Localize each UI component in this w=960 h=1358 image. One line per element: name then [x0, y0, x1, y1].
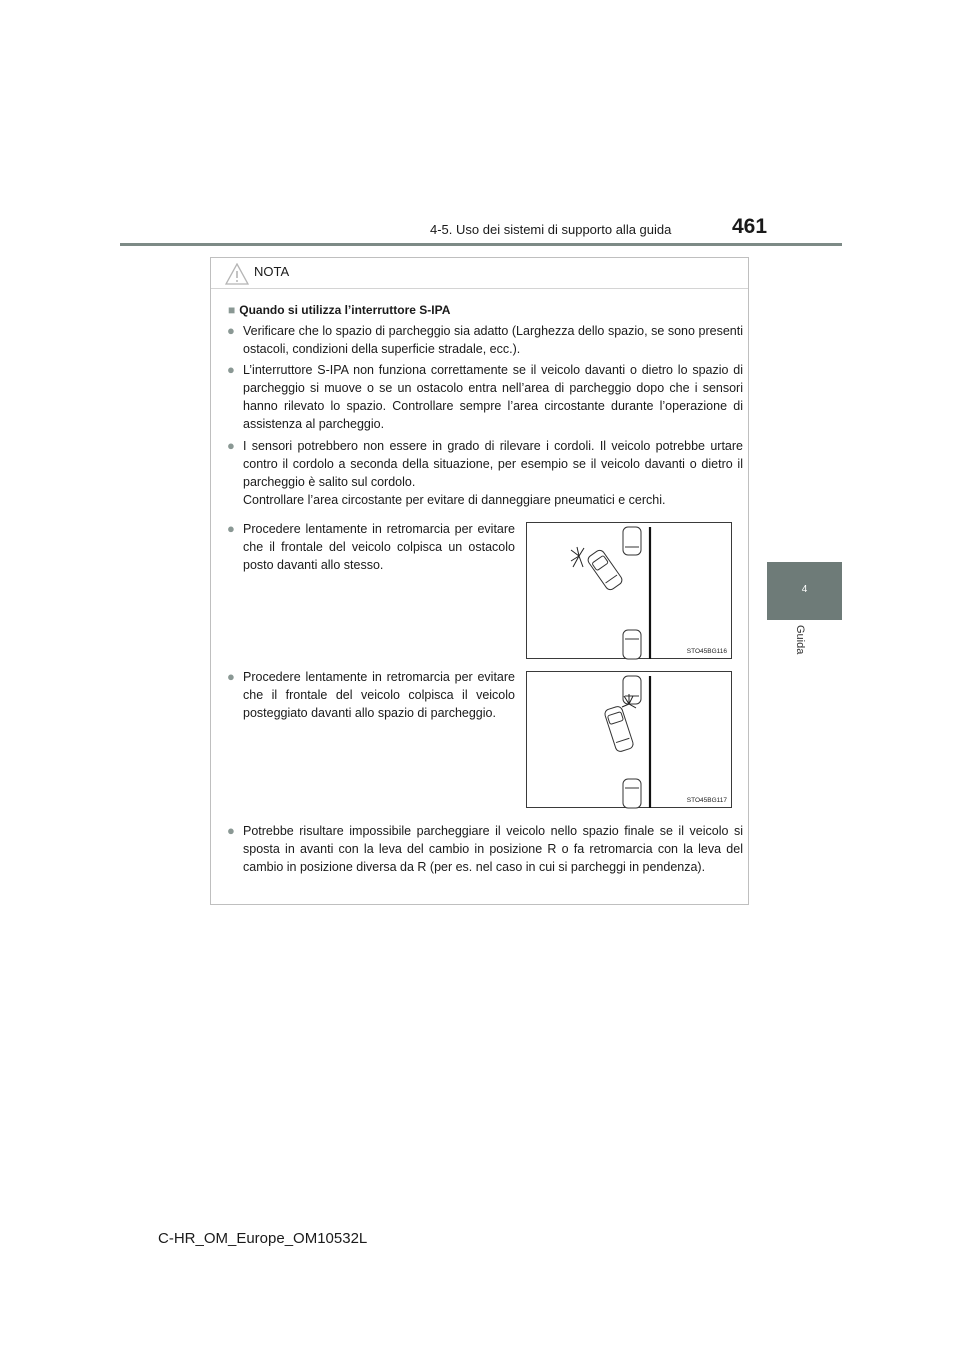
note-section-title: ■ Quando si utilizza l’interruttore S-IPA	[228, 303, 451, 317]
bullet-dot-icon: ●	[227, 438, 235, 453]
note-bullet-1: ● Verificare che lo spazio di parcheggio sia adatto (Larghezza dello spazio, se sono presenti ostacoli, condizioni della superficie stradale, ecc.).	[227, 323, 743, 356]
bullet-dot-icon: ●	[227, 521, 235, 536]
square-bullet-icon: ■	[228, 303, 236, 317]
note-header	[211, 258, 748, 289]
header-section-title: 4-5. Uso dei sistemi di supporto alla guida	[430, 222, 672, 237]
bullet-dot-icon: ●	[227, 362, 235, 377]
footer-document-id: C-HR_OM_Europe_OM10532L	[158, 1230, 368, 1247]
figure-2	[526, 671, 732, 808]
chapter-tab	[767, 562, 842, 620]
note-bullet-2: ● L’interruttore S-IPA non funziona correttamente se il veicolo davanti o dietro lo spazio di parcheggio si muove o se un ostacolo entra nell’area di parcheggio dopo che i sensori hanno rilevato lo spazio. Controllare sempre l’area circostante durante l’operazione di assistenza al parcheggio.	[227, 362, 743, 431]
warning-triangle-icon	[225, 263, 249, 290]
header-rule	[120, 243, 842, 246]
figure-code: STO45BG117	[686, 797, 727, 804]
figure-1	[526, 522, 732, 659]
note-bullet-3: ● I sensori potrebbero non essere in grado di rilevare i cordoli. Il veicolo potrebbe urtare contro il cordolo a seconda della situazione, per esempio se il veicolo davanti o dietro il parcheggio è salito sul cordolo. Controllare l’area circostante per evitare di danneggiare pneumatici e cerchi.	[227, 438, 743, 507]
bullet-dot-icon: ●	[227, 323, 235, 338]
note-bullet-4: ● Procedere lentamente in retromarcia per evitare che il frontale del veicolo colpisca un ostacolo posto davanti allo stesso.	[227, 521, 515, 572]
bullet-dot-icon: ●	[227, 669, 235, 684]
chapter-tab-number: 4	[801, 584, 808, 595]
page-number: 461	[732, 215, 768, 238]
note-bullet-5: ● Procedere lentamente in retromarcia per evitare che il frontale del veicolo colpisca il veicolo posteggiato davanti allo spazio di parcheggio.	[227, 669, 515, 720]
note-box	[210, 257, 749, 905]
bullet-dot-icon: ●	[227, 823, 235, 838]
chapter-tab-label: Guida	[794, 625, 806, 655]
figure-code: STO45BG116	[686, 648, 727, 655]
note-label: NOTA	[254, 264, 290, 279]
note-bullet-6: ● Potrebbe risultare impossibile parcheggiare il veicolo nello spazio finale se il veicolo si sposta in avanti con la leva del cambio in posizione R o fa retromarcia con la leva del cambio in posizione diversa da R (per es. nel caso in cui si parcheggi in pendenza).	[227, 823, 743, 874]
